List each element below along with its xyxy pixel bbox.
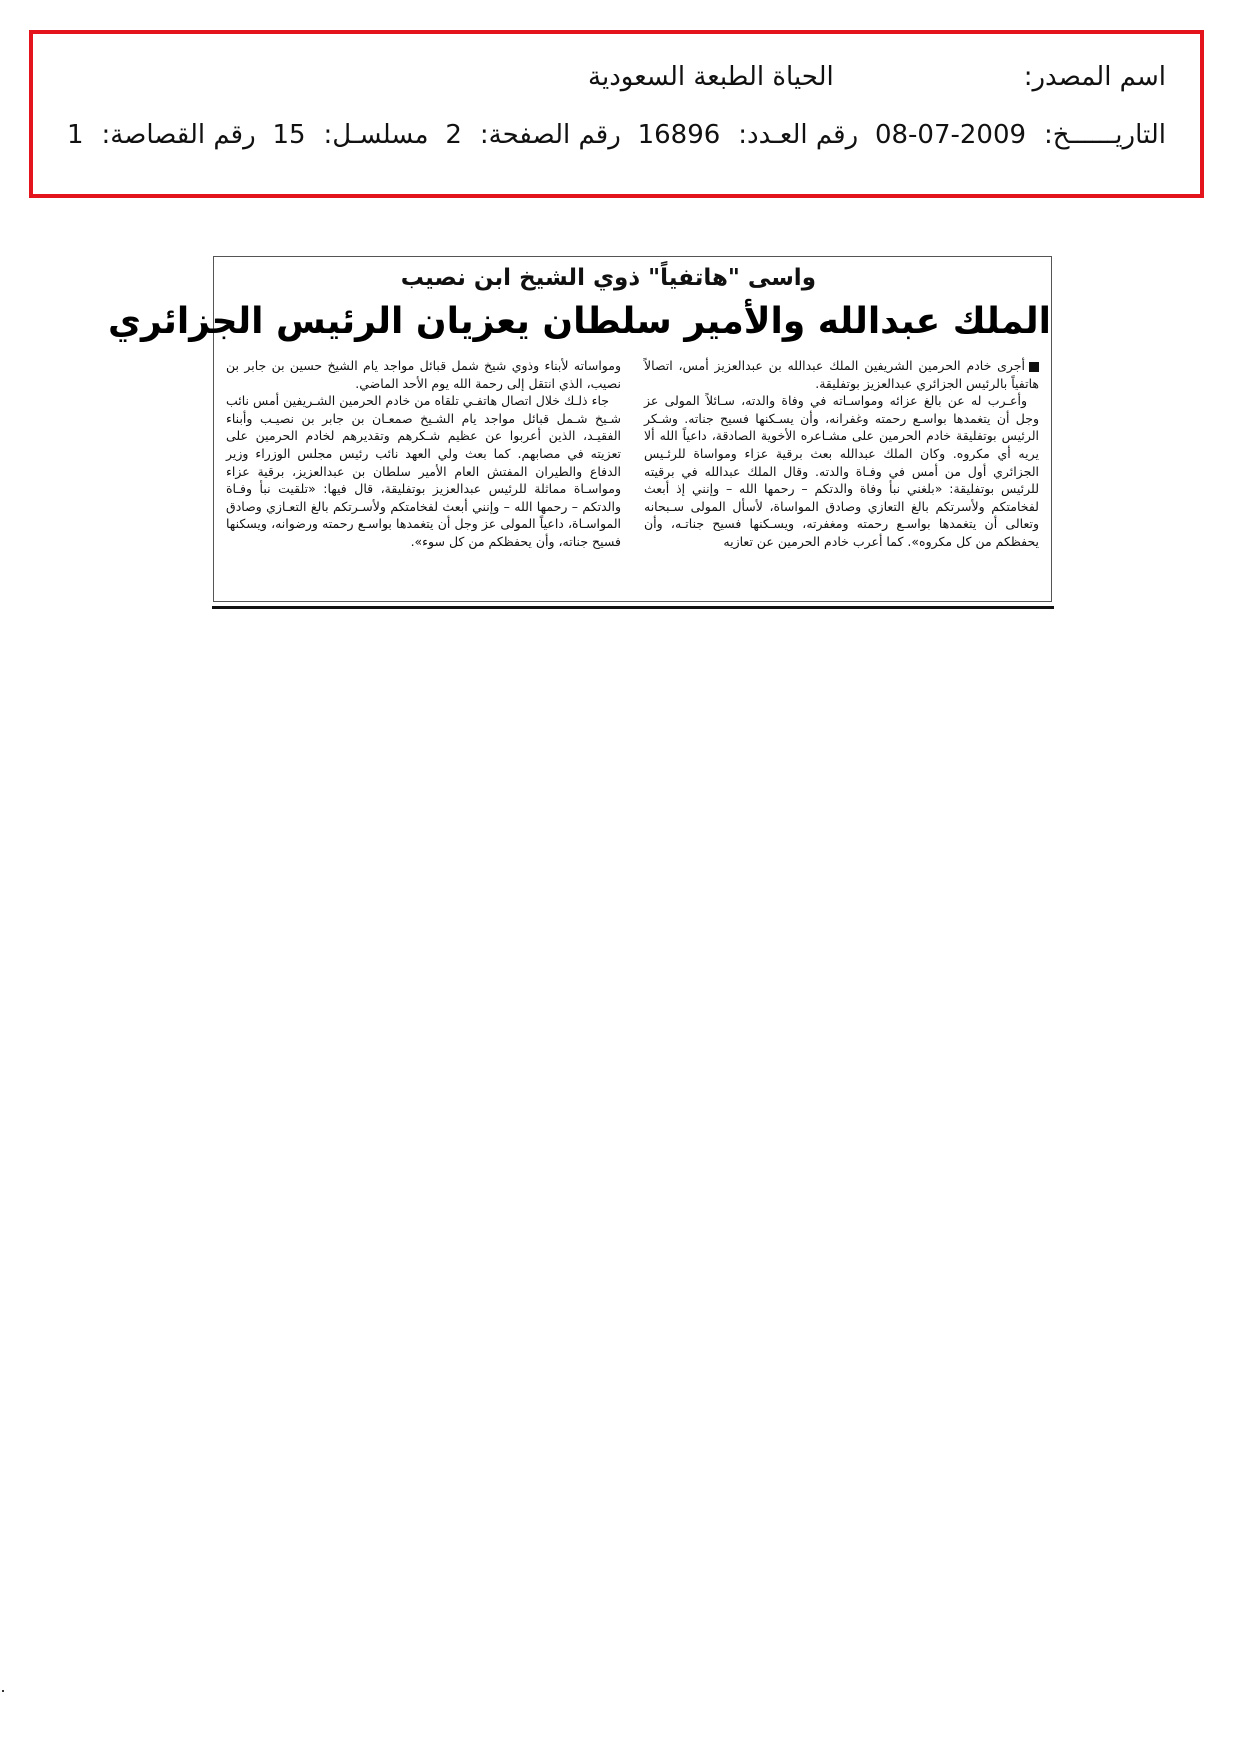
source-label: اسم المصدر: bbox=[1023, 62, 1166, 92]
page-field bbox=[445, 120, 620, 150]
article-column-right bbox=[644, 357, 1039, 551]
article-headline: الملك عبدالله والأمير سلطان يعزيان الرئيس الجزائري bbox=[108, 301, 1051, 342]
clipping-label: رقم القصاصة: bbox=[101, 120, 256, 150]
article-column-left bbox=[226, 357, 621, 551]
clipping-value: 1 bbox=[67, 120, 84, 150]
page-label: رقم الصفحة: bbox=[479, 120, 621, 150]
source-value: الحياة الطبعة السعودية bbox=[588, 62, 834, 92]
issue-field bbox=[638, 120, 859, 150]
paragraph-text: أجرى خادم الحرمين الشريفين الملك عبدالله بن عبدالعزيز أمس، اتصالاً هاتفياً بالرئيس الجزائري عبدالعزيز بوتفليقة. bbox=[644, 358, 1039, 391]
article-kicker: واسى "هاتفياً" ذوي الشيخ ابن نصيب bbox=[400, 265, 816, 291]
scan-speck bbox=[2, 1690, 4, 1692]
issue-value: 16896 bbox=[637, 120, 721, 150]
page-value: 2 bbox=[445, 120, 462, 150]
news-clipping bbox=[108, 256, 1052, 602]
paragraph: جاء ذلـك خلال اتصال هاتفـي تلقاه من خادم الحرمين الشـريفين أمس نائب شـيخ شـمل قبائل مواجد يام الشـيخ صمعـان بن جابر بن نصيـب وأبناء الفقيـد، الذين أعربوا عن عظيم شـكرهم وتقديرهم لخادم الحرمين على تعزيته في مصابهم. كما بعث ولي العهد نائب رئيس مجلس الوزراء وزير الدفاع والطيران المفتش العام الأمير سلطان بن عبدالعزيز، برقية عزاء ومواسـاة مماثلة للرئيس عبدالعزيز بوتفليقة، قال فيها: «تلقيت نبأ وفـاة والدتكم – رحمها الله – وإنني أبعث لفخامتكم ولأسـرتكم بالغ التعـازي وصادق المواسـاة، داعياً المولى عز وجل أن يتغمدها بواسـع رحمته ورضوانه، ويسكنها فسيح جناته، وأن يحفظكم من كل سوء». bbox=[226, 393, 621, 549]
metadata-row bbox=[67, 120, 1166, 150]
source-info-box bbox=[29, 30, 1204, 198]
article-bottom-rule bbox=[212, 606, 1054, 609]
square-bullet-icon bbox=[1029, 362, 1039, 372]
date-label: التاريــــــخ: bbox=[1044, 120, 1166, 150]
source-row bbox=[67, 62, 1166, 92]
date-value: 08-07-2009 bbox=[874, 120, 1027, 150]
date-field bbox=[875, 120, 1166, 150]
paragraph bbox=[644, 357, 1039, 392]
serial-field bbox=[272, 120, 428, 150]
issue-label: رقم العـدد: bbox=[738, 120, 859, 150]
paragraph: ومواساته لأبناء وذوي شيخ شمل قبائل مواجد يام الشيخ حسين بن جابر بن نصيب، الذي انتقل إلى رحمة الله يوم الأحد الماضي. bbox=[226, 358, 621, 391]
clipping-field bbox=[67, 120, 256, 150]
serial-label: مسلسـل: bbox=[323, 120, 429, 150]
paragraph: وأعـرب له عن بالغ عزائه ومواسـاته في وفاة والدته، سـائلاً المولى عز وجل أن يتغمدها بواسـع رحمته وغفرانه، وأن يسـكنها فسيح جناته. وشـكر الرئيس بوتفليقة خادم الحرمين على مشـاعره الأخوية الصادقة، داعياً الله ألا يريه أي مكروه. وكان الملك عبدالله بعث برقية عزاء ومواساة للرئـيس الجزائري أول من أمس في وفـاة والدته. وقال الملك عبدالله في برقيته للرئيس بوتفليقة: «بلغني نبأ وفاة والدتكم – رحمها الله – وإنني إذ أبعث لفخامتكم ولأسرتكم بالغ التعازي وصادق المواساة، لأسأل المولى سـبحانه وتعالى أن يتغمدها بواسـع رحمته ومغفرته، ويسـكنها فسيح جناتـه، وأن يحفظكم من كل مكروه». كما أعرب خادم الحرمين عن تعازيه bbox=[644, 393, 1039, 549]
serial-value: 15 bbox=[272, 120, 306, 150]
